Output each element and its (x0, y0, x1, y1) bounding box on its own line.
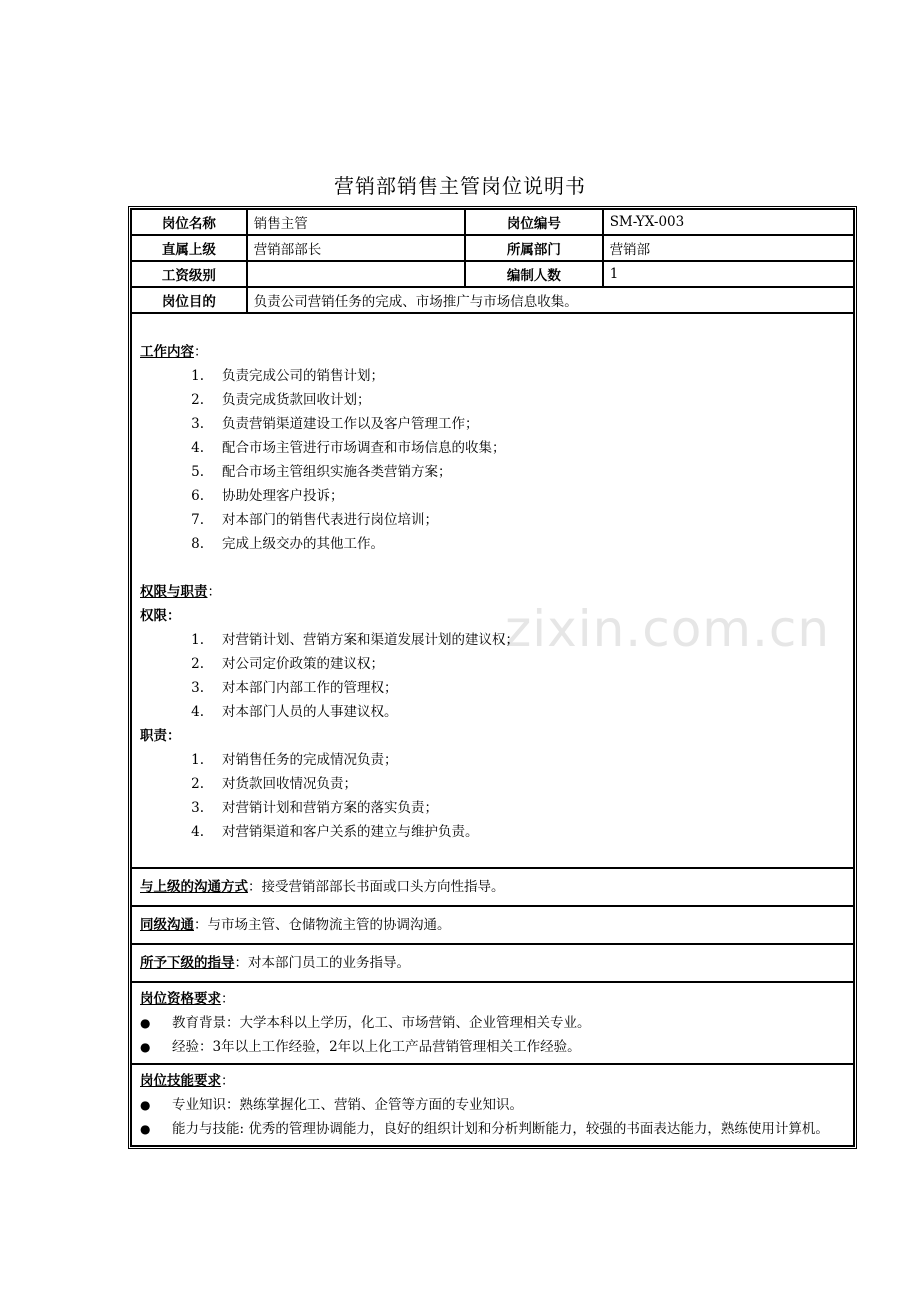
list-item: 4. 配合市场主管进行市场调查和市场信息的收集； (191, 440, 506, 456)
list-item: 2. 对公司定价政策的建议权； (191, 656, 384, 672)
superior-value: 营销部部长 (247, 235, 465, 261)
list-item: 8. 完成上级交办的其他工作。 (191, 536, 384, 552)
list-item: 1. 负责完成公司的销售计划； (191, 368, 384, 384)
row-work-and-rights (131, 313, 854, 868)
work-list (140, 364, 845, 556)
work-section (131, 313, 854, 868)
work-heading: 工作内容： (140, 344, 208, 360)
list-item: 1. 对营销计划、营销方案和渠道发展计划的建议权； (191, 632, 519, 648)
department-label: 所属部门 (465, 235, 603, 261)
purpose-label: 岗位目的 (131, 287, 247, 313)
bullet-icon: ● (140, 1122, 151, 1136)
headcount-label: 编制人数 (465, 261, 603, 287)
rights-heading: 权限与职责： (140, 584, 221, 600)
salary-label: 工资级别 (131, 261, 247, 287)
duty-list (140, 748, 845, 844)
list-item: 6. 协助处理客户投诉； (191, 488, 344, 504)
position-no-value: SM-YX-003 (603, 209, 854, 235)
list-item: 5. 配合市场主管组织实施各类营销方案； (191, 464, 452, 480)
qualification-heading: 岗位资格要求： (140, 991, 235, 1007)
list-item: 2. 对货款回收情况负责； (191, 776, 357, 792)
row-skills (131, 1064, 854, 1146)
list-item: 1. 对销售任务的完成情况负责； (191, 752, 398, 768)
guide-down-section: 所予下级的指导：对本部门员工的业务指导。 (131, 944, 854, 982)
list-item: 2. 负责完成货款回收计划； (191, 392, 371, 408)
job-description-table (130, 208, 855, 1147)
list-item: 3. 负责营销渠道建设工作以及客户管理工作； (191, 416, 479, 432)
row-comm-peer (131, 906, 854, 944)
list-item: 4. 对营销渠道和客户关系的建立与维护负责。 (191, 824, 479, 840)
skills-list (140, 1093, 845, 1141)
row-comm-up (131, 868, 854, 906)
skills-heading: 岗位技能要求： (140, 1073, 235, 1089)
qualification-list (140, 1011, 845, 1059)
skills-section (131, 1064, 854, 1146)
row-guide-down (131, 944, 854, 982)
department-value: 营销部 (603, 235, 854, 261)
position-name-value: 销售主管 (247, 209, 465, 235)
comm-peer-section: 同级沟通：与市场主管、仓储物流主管的协调沟通。 (131, 906, 854, 944)
authority-label: 权限： (140, 608, 181, 624)
list-item: ● 能力与技能: 优秀的管理协调能力，良好的组织计划和分析判断能力，较强的书面表达能力，熟练使用计算机。 (140, 1117, 845, 1141)
bullet-icon: ● (140, 1016, 151, 1030)
list-item: ● 经验：3年以上工作经验，2年以上化工产品营销管理相关工作经验。 (140, 1035, 845, 1059)
authority-list (140, 628, 845, 724)
position-no-label: 岗位编号 (465, 209, 603, 235)
salary-value (247, 261, 465, 287)
position-name-label: 岗位名称 (131, 209, 247, 235)
watermark: zixin.com.cn (505, 600, 831, 658)
row-superior (131, 235, 854, 261)
list-item: 3. 对营销计划和营销方案的落实负责； (191, 800, 438, 816)
row-purpose (131, 287, 854, 313)
row-qualification (131, 982, 854, 1064)
qualification-section (131, 982, 854, 1064)
bullet-icon: ● (140, 1040, 151, 1054)
purpose-value: 负责公司营销任务的完成、市场推广与市场信息收集。 (247, 287, 854, 313)
headcount-value: 1 (603, 261, 854, 287)
list-item: 7. 对本部门的销售代表进行岗位培训； (191, 512, 438, 528)
document-title: 营销部销售主管岗位说明书 (334, 174, 586, 198)
list-item: 3. 对本部门内部工作的管理权； (191, 680, 398, 696)
row-position (131, 209, 854, 235)
superior-label: 直属上级 (131, 235, 247, 261)
list-item: ● 专业知识：熟练掌握化工、营销、企管等方面的专业知识。 (140, 1093, 845, 1117)
row-salary (131, 261, 854, 287)
list-item: 4. 对本部门人员的人事建议权。 (191, 704, 398, 720)
duty-label: 职责： (140, 728, 181, 744)
list-item: ● 教育背景：大学本科以上学历，化工、市场营销、企业管理相关专业。 (140, 1011, 845, 1035)
comm-up-section: 与上级的沟通方式：接受营销部部长书面或口头方向性指导。 (131, 868, 854, 906)
bullet-icon: ● (140, 1098, 151, 1112)
